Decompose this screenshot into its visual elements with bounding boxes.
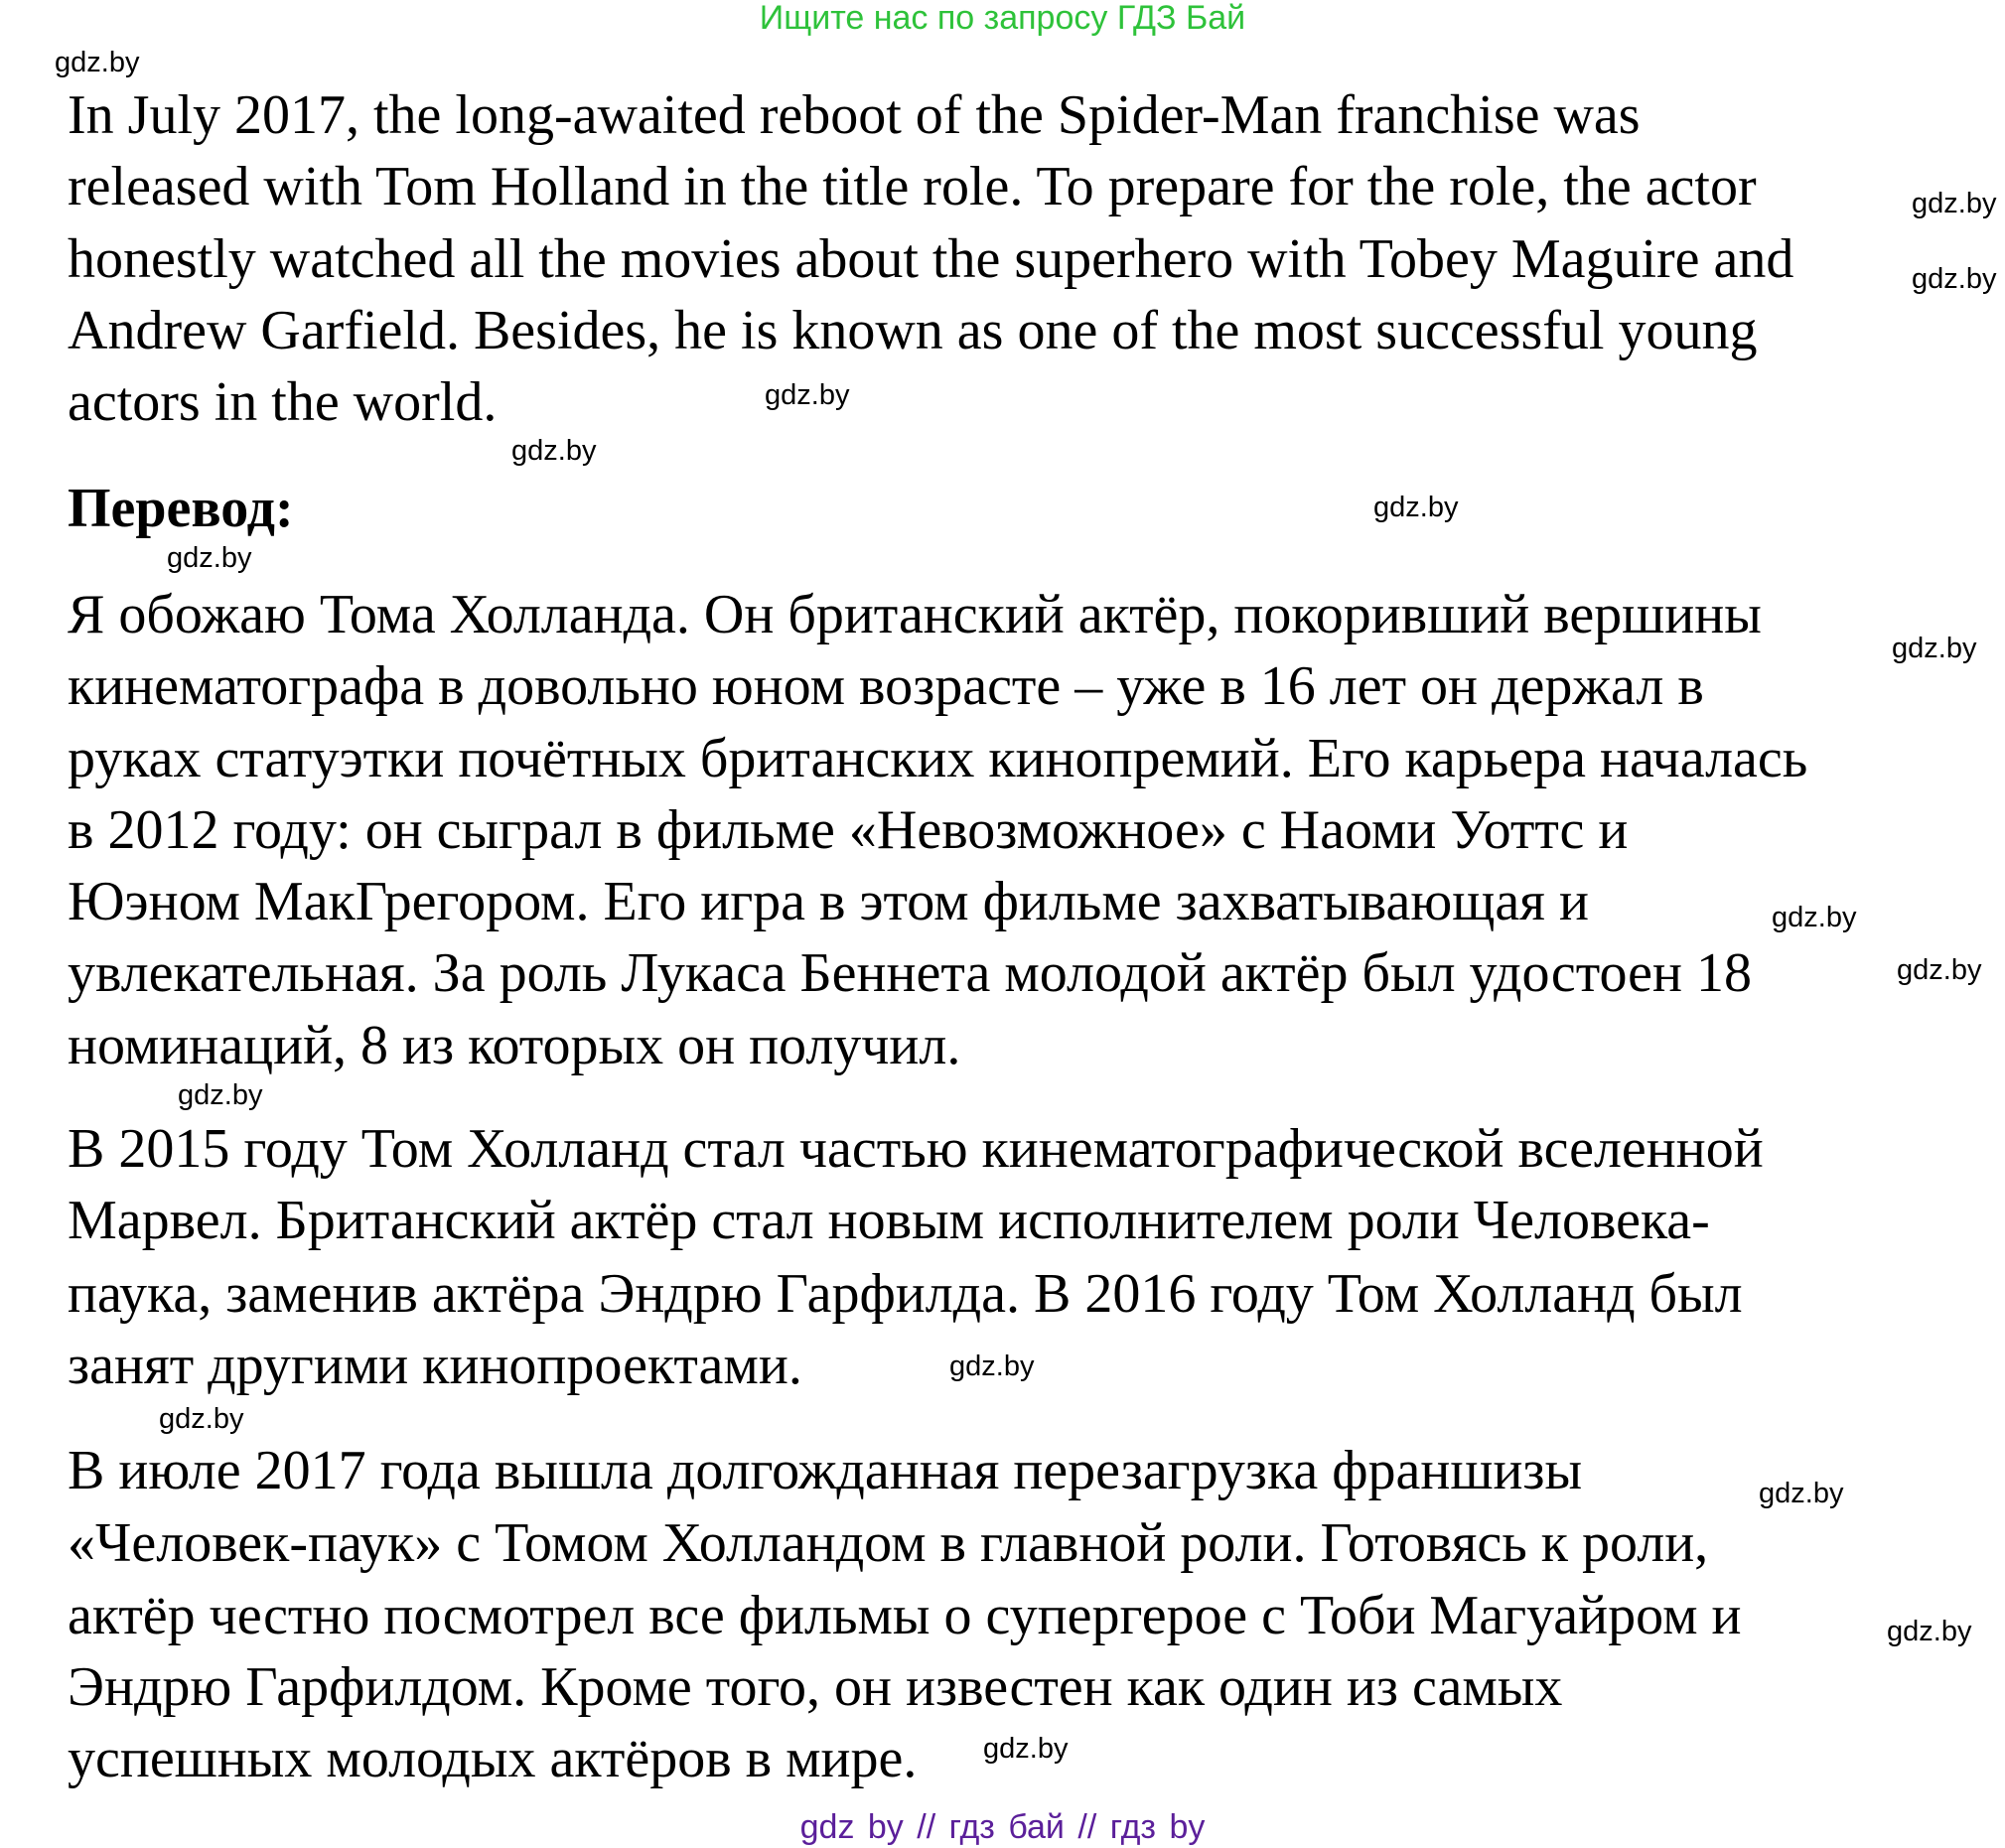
text-line-ru: занят другими кинопроектами. (68, 1335, 802, 1396)
text-line-ru: В 2015 году Том Холланд стал частью кинематографической вселенной (68, 1118, 1764, 1180)
watermark: gdz.by (1373, 492, 1459, 523)
text-line-ru: Я обожаю Тома Холланда. Он британский актёр, покоривший вершины (68, 584, 1762, 645)
watermark: gdz.by (949, 1350, 1035, 1382)
text-line-ru: Марвел. Британский актёр стал новым исполнителем роли Человека- (68, 1190, 1710, 1251)
text-line-ru: номинаций, 8 из которых он получил. (68, 1015, 961, 1076)
watermark: gdz.by (511, 435, 597, 467)
search-hint-header: Ищите нас по запросу ГДЗ Бай (759, 0, 1246, 37)
watermark: gdz.by (1759, 1478, 1844, 1509)
text-line-ru: в 2012 году: он сыграл в фильме «Невозможное» с Наоми Уоттс и (68, 799, 1629, 861)
watermark: gdz.by (178, 1079, 263, 1111)
text-line-ru: В июле 2017 года вышла долгожданная перезагрузка франшизы (68, 1440, 1583, 1501)
watermark: gdz.by (1897, 954, 1982, 986)
text-line-en: In July 2017, the long-awaited reboot of the Spider-Man franchise was (68, 84, 1641, 146)
text-line-ru: успешных молодых актёров в мире. (68, 1728, 918, 1789)
text-line-en: released with Tom Holland in the title role. To prepare for the role, the actor (68, 156, 1757, 217)
watermark: gdz.by (1892, 633, 1977, 664)
watermark: gdz.by (167, 542, 252, 574)
translation-heading: Перевод: (68, 478, 294, 539)
watermark: gdz.by (55, 47, 140, 78)
text-line-ru: «Человек-паук» с Томом Холландом в главной роли. Готовясь к роли, (68, 1512, 1709, 1574)
text-line-ru: Юэном МакГрегором. Его игра в этом фильме захватывающая и (68, 871, 1589, 932)
text-line-en: honestly watched all the movies about the superhero with Tobey Maguire and (68, 228, 1794, 290)
watermark: gdz.by (1912, 188, 1997, 219)
watermark: gdz.by (1887, 1616, 1972, 1647)
text-line-ru: паука, заменив актёра Эндрю Гарфилда. В 2016 году Том Холланд был (68, 1263, 1743, 1325)
text-line-ru: актёр честно посмотрел все фильмы о супергерое с Тоби Магуайром и (68, 1585, 1742, 1646)
watermark: gdz.by (1912, 263, 1997, 295)
text-line-ru: кинематографа в довольно юном возрасте – уже в 16 лет он держал в (68, 655, 1704, 717)
text-line-en: Andrew Garfield. Besides, he is known as one of the most successful young (68, 300, 1758, 361)
watermark: gdz.by (1772, 902, 1857, 933)
watermark: gdz.by (983, 1733, 1069, 1765)
text-line-en: actors in the world. (68, 371, 498, 433)
text-line-ru: увлекательная. За роль Лукаса Беннета молодой актёр был удостоен 18 (68, 942, 1752, 1004)
footer-watermark: gdz by // гдз бай // гдз by (799, 1808, 1206, 1846)
text-line-ru: руках статуэтки почётных британских кинопремий. Его карьера началась (68, 728, 1808, 789)
text-line-ru: Эндрю Гарфилдом. Кроме того, он известен как один из самых (68, 1656, 1563, 1718)
watermark: gdz.by (159, 1403, 244, 1435)
watermark: gdz.by (765, 379, 850, 411)
